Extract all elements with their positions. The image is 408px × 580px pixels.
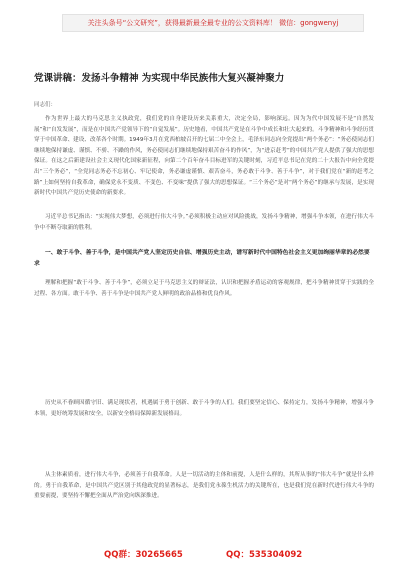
paragraph-1: 作为世界上最大的马克思主义执政党，我们党的自身建设历来关系重大，决定全局，影响深远。因为为代中国发展不是“自然发展”和“自发发展”，而是在中国共产党领导下的“自觉发展”。历史地看，中国共产党是在斗争中成长和壮大起来的。斗争精神和斗争经历贯穿于中国革命、建设、改革各个时期。1949年3月在党西柏坡召开的七届二中全会上，毛泽东同志向全党提出“两个务必”：“务必使同志们继续地保持谦虚、谨慎、不骄、不躁的作风，务必使同志们继续地保持艰苦奋斗的作风”，为“进京赶考”的中国共产党人提供了强大的思想保证。在这之后新建设社会主义现代化国家新征程，向第二个百年奋斗目标进军的关键时刻，习近平总书记在党的二十大报告中向全党提出“三个务必”，“全党同志务必不忘初心、牢记使命，务必谦虚谨慎、艰苦奋斗，务必敢于斗争、善于斗争”，对于我们党在“新的赶考之路”上如何坚持自我革命，确保党永不变质、不变色、不变味”提供了强大的思想保证。“三个务必”是对“两个务必”的继承与发展，是实现新时代中国共产党历史使命的新要求。	[34, 116, 374, 197]
qq-number: QQ：535304092	[226, 550, 303, 560]
document-title: 党课讲稿：发扬斗争精神 为实现中华民族伟大复兴凝神聚力	[34, 73, 285, 84]
salutation: 同志们：	[34, 102, 57, 108]
paragraph-4: 从主体素质看，进行伟大斗争，必须善于自我革命。人是一切活动的主体和前提，人是什么样的，其所从事的“伟大斗争”就是什么样的。勇于自我革命，是中国共产党区别于其他政党的显著标志，是我们党永葆生机活力的关键所在，也是我们党在新时代进行伟大斗争的重要前提，要坚持不懈把全面从严治党向纵深推进。	[34, 472, 374, 500]
paragraph-2: 习近平总书记指出：“实现伟大梦想，必须进行伟大斗争。”必须积极主动应对风险挑战，发扬斗争精神，增强斗争本领，在进行伟大斗争中不断夺取新的胜利。	[34, 214, 374, 231]
promo-banner: 关注头条号“公文研究”，获得最新最全最专业的公文资料库！ 微信：gongwenyj	[62, 14, 364, 32]
section-heading: 一、敢于斗争、善于斗争，是中国共产党人坚定历史自信、增强历史主动，谱写新时代中国特色社会主义更加绚丽华章的必然要求	[34, 250, 370, 267]
paragraph-3: 历史从不眷顾因循守旧、满足现状者，机遇属于勇于创新、敢于斗争的人们。我们要坚定信心、保持定力，发扬斗争精神，增强斗争本领，更好统筹发展和安全，以新安全格局保障新发展格局。	[34, 400, 374, 417]
section-paragraph: 理解和把握“敢于斗争、善于斗争”，必须立足于马克思主义的辩证法，认识和把握矛盾运动的客观规律，把斗争精神贯穿于实践的全过程、各方面。敢于斗争、善于斗争是中国共产党人鲜明的政治品格和优良作风。	[34, 280, 374, 297]
qq-group-number: QQ群：30265665	[104, 550, 183, 560]
footer-contact	[0, 548, 408, 562]
